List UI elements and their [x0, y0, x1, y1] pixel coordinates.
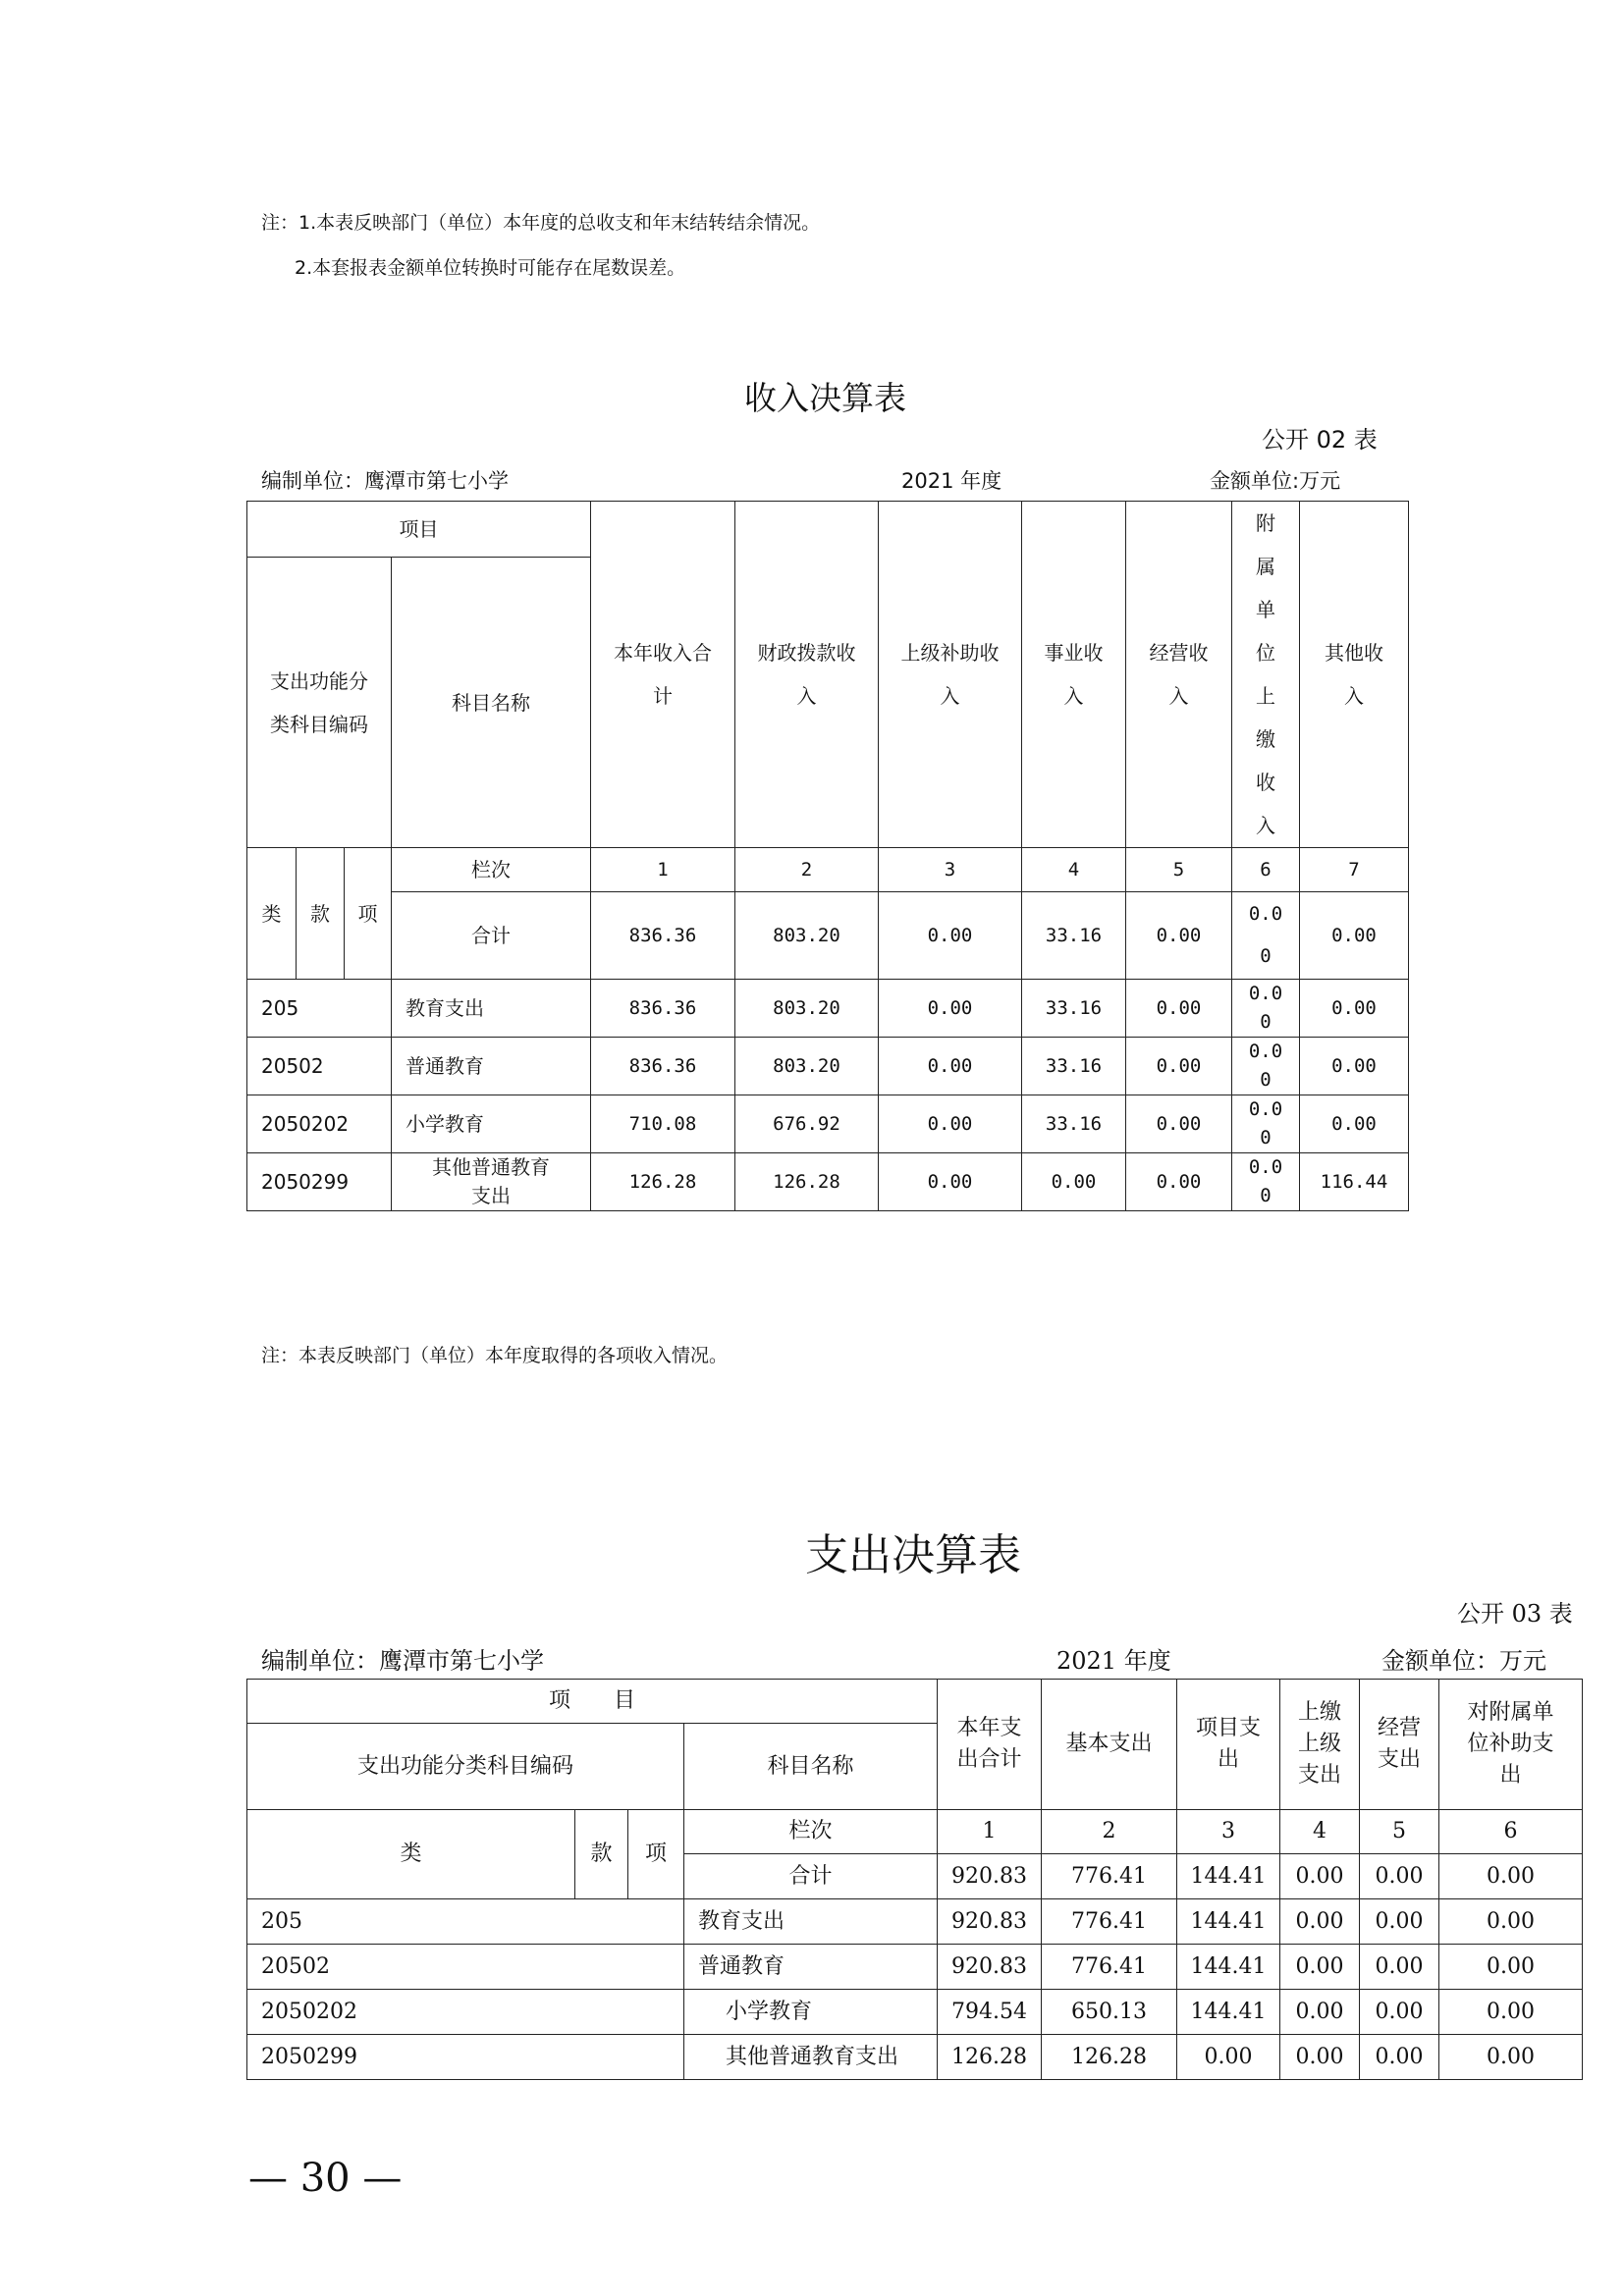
header-xiang: 项: [345, 848, 392, 980]
lanci-7: 7: [1300, 848, 1409, 892]
row-value: 0.00: [879, 1095, 1022, 1153]
lanci-1: 1: [938, 1810, 1042, 1854]
row-value: 0.00: [1126, 980, 1232, 1038]
row-value: 0.00: [1439, 1945, 1583, 1990]
total-label: 合计: [392, 892, 591, 980]
table-row: [247, 1990, 1583, 2035]
col-header-fiscal-income: 财政拨款收 入: [735, 502, 879, 848]
row-value: 0.00: [1177, 2035, 1280, 2080]
table-row: [247, 1095, 1409, 1153]
col-header-affiliated-income: 附 属 单 位 上 缴 收 入: [1232, 502, 1300, 848]
row-name: 小学教育: [684, 1990, 938, 2035]
lanci-3: 3: [1177, 1810, 1280, 1854]
lanci-3: 3: [879, 848, 1022, 892]
income-table: [246, 501, 1409, 1211]
total-value: 836.36: [591, 892, 735, 980]
header-kuan: 款: [297, 848, 345, 980]
total-value: 0.0 0: [1232, 892, 1300, 980]
income-table-note: 注：本表反映部门（单位）本年度取得的各项收入情况。: [261, 1345, 729, 1366]
table-row: [247, 1153, 1409, 1211]
row-value: 676.92: [735, 1095, 879, 1153]
col-header-business-income: 事业收 入: [1022, 502, 1126, 848]
col-header-total-income: 本年收入合 计: [591, 502, 735, 848]
lanci-label: 栏次: [392, 848, 591, 892]
row-value: 0.00: [879, 980, 1022, 1038]
row-code: 2050202: [247, 1990, 684, 2035]
total-value: 803.20: [735, 892, 879, 980]
lanci-4: 4: [1280, 1810, 1360, 1854]
row-name: 其他普通教育 支出: [392, 1153, 591, 1211]
lanci-2: 2: [735, 848, 879, 892]
income-unit-label: 编制单位：鹰潭市第七小学: [261, 469, 509, 493]
total-value: 33.16: [1022, 892, 1126, 980]
row-value: 0.00: [1280, 1990, 1360, 2035]
lanci-6: 6: [1439, 1810, 1583, 1854]
row-value: 0.00: [1360, 1899, 1439, 1945]
col-header-superior-remit: 上缴 上级 支出: [1280, 1680, 1360, 1810]
expense-table-title: 支出决算表: [805, 1530, 1021, 1580]
col-header-superior-subsidy: 上级补助收 入: [879, 502, 1022, 848]
row-value: 0.00: [1300, 1095, 1409, 1153]
table-row: [247, 1038, 1409, 1095]
col-header-total-expense: 本年支 出合计: [938, 1680, 1042, 1810]
header-item: 项目: [247, 502, 591, 558]
row-name: 教育支出: [684, 1899, 938, 1945]
row-name: 教育支出: [392, 980, 591, 1038]
row-value: 920.83: [938, 1899, 1042, 1945]
total-value: 0.00: [1300, 892, 1409, 980]
row-value: 0.0 0: [1232, 1095, 1300, 1153]
income-table-code: 公开 02 表: [1262, 426, 1378, 454]
total-value: 0.00: [1280, 1854, 1360, 1899]
row-code: 2050299: [247, 2035, 684, 2080]
row-value: 0.00: [1300, 1038, 1409, 1095]
row-value: 33.16: [1022, 1038, 1126, 1095]
expense-table-code: 公开 03 表: [1457, 1600, 1573, 1628]
row-value: 0.00: [1439, 1899, 1583, 1945]
row-code: 205: [247, 1899, 684, 1945]
col-header-project-expense: 项目支 出: [1177, 1680, 1280, 1810]
table-row: [247, 1945, 1583, 1990]
row-value: 0.00: [1126, 1153, 1232, 1211]
income-year: 2021 年度: [901, 469, 1002, 493]
row-value: 0.00: [1360, 1945, 1439, 1990]
row-value: 0.00: [1126, 1038, 1232, 1095]
row-value: 776.41: [1042, 1899, 1177, 1945]
row-value: 0.00: [1280, 2035, 1360, 2080]
row-value: 126.28: [591, 1153, 735, 1211]
lanci-5: 5: [1126, 848, 1232, 892]
row-name: 其他普通教育支出: [684, 2035, 938, 2080]
row-code: 20502: [247, 1038, 392, 1095]
total-value: 0.00: [879, 892, 1022, 980]
lanci-1: 1: [591, 848, 735, 892]
row-value: 144.41: [1177, 1899, 1280, 1945]
row-value: 920.83: [938, 1945, 1042, 1990]
row-value: 126.28: [735, 1153, 879, 1211]
header-subject-name: 科目名称: [684, 1724, 938, 1810]
table-row: [247, 980, 1409, 1038]
row-value: 33.16: [1022, 1095, 1126, 1153]
row-value: 126.28: [938, 2035, 1042, 2080]
row-value: 836.36: [591, 980, 735, 1038]
row-value: 0.00: [1022, 1153, 1126, 1211]
top-note-1: 注：1.本表反映部门（单位）本年度的总收支和年末结转结余情况。: [261, 212, 821, 234]
row-value: 0.00: [879, 1153, 1022, 1211]
row-name: 小学教育: [392, 1095, 591, 1153]
row-value: 0.0 0: [1232, 1038, 1300, 1095]
total-label: 合计: [684, 1854, 938, 1899]
row-name: 普通教育: [684, 1945, 938, 1990]
expense-unit-label: 编制单位：鹰潭市第七小学: [261, 1647, 544, 1675]
lanci-5: 5: [1360, 1810, 1439, 1854]
row-value: 0.00: [1280, 1899, 1360, 1945]
expense-money-unit: 金额单位：万元: [1381, 1647, 1546, 1675]
row-value: 0.00: [1360, 2035, 1439, 2080]
expense-year: 2021 年度: [1056, 1647, 1171, 1675]
row-code: 2050299: [247, 1153, 392, 1211]
row-value: 0.00: [1280, 1945, 1360, 1990]
lanci-label: 栏次: [684, 1810, 938, 1854]
page-number: — 30 —: [248, 2156, 403, 2201]
header-function-code: 支出功能分类科目编码: [247, 1724, 684, 1810]
header-item: 项 目: [247, 1680, 938, 1724]
lanci-2: 2: [1042, 1810, 1177, 1854]
row-value: 0.00: [1439, 2035, 1583, 2080]
income-table-title: 收入决算表: [744, 379, 906, 417]
col-header-operating-income: 经营收 入: [1126, 502, 1232, 848]
col-header-basic-expense: 基本支出: [1042, 1680, 1177, 1810]
total-value: 776.41: [1042, 1854, 1177, 1899]
row-value: 0.0 0: [1232, 1153, 1300, 1211]
total-value: 0.00: [1126, 892, 1232, 980]
row-value: 710.08: [591, 1095, 735, 1153]
row-code: 2050202: [247, 1095, 392, 1153]
row-value: 0.00: [879, 1038, 1022, 1095]
header-function-code: 支出功能分 类科目编码: [247, 558, 392, 848]
row-code: 205: [247, 980, 392, 1038]
row-value: 0.0 0: [1232, 980, 1300, 1038]
row-value: 144.41: [1177, 1990, 1280, 2035]
table-row: [247, 1899, 1583, 1945]
row-value: 650.13: [1042, 1990, 1177, 2035]
col-header-operating-expense: 经营 支出: [1360, 1680, 1439, 1810]
row-value: 803.20: [735, 1038, 879, 1095]
total-value: 920.83: [938, 1854, 1042, 1899]
row-value: 116.44: [1300, 1153, 1409, 1211]
table-row: [247, 2035, 1583, 2080]
row-value: 794.54: [938, 1990, 1042, 2035]
row-code: 20502: [247, 1945, 684, 1990]
row-value: 776.41: [1042, 1945, 1177, 1990]
row-value: 0.00: [1300, 980, 1409, 1038]
row-value: 0.00: [1360, 1990, 1439, 2035]
col-header-other-income: 其他收 入: [1300, 502, 1409, 848]
total-value: 0.00: [1360, 1854, 1439, 1899]
income-money-unit: 金额单位:万元: [1210, 469, 1341, 493]
top-note-2: 2.本套报表金额单位转换时可能存在尾数误差。: [295, 257, 686, 279]
col-header-affiliated-subsidy: 对附属单 位补助支 出: [1439, 1680, 1583, 1810]
row-value: 0.00: [1126, 1095, 1232, 1153]
row-value: 803.20: [735, 980, 879, 1038]
expense-table: [246, 1679, 1583, 2080]
header-kuan: 款: [575, 1810, 628, 1899]
header-xiang: 项: [628, 1810, 684, 1899]
header-subject-name: 科目名称: [392, 558, 591, 848]
header-lei: 类: [247, 848, 297, 980]
header-lei: 类: [247, 1810, 575, 1899]
row-value: 33.16: [1022, 980, 1126, 1038]
lanci-4: 4: [1022, 848, 1126, 892]
row-name: 普通教育: [392, 1038, 591, 1095]
total-value: 144.41: [1177, 1854, 1280, 1899]
row-value: 126.28: [1042, 2035, 1177, 2080]
lanci-6: 6: [1232, 848, 1300, 892]
row-value: 836.36: [591, 1038, 735, 1095]
row-value: 0.00: [1439, 1990, 1583, 2035]
row-value: 144.41: [1177, 1945, 1280, 1990]
total-value: 0.00: [1439, 1854, 1583, 1899]
